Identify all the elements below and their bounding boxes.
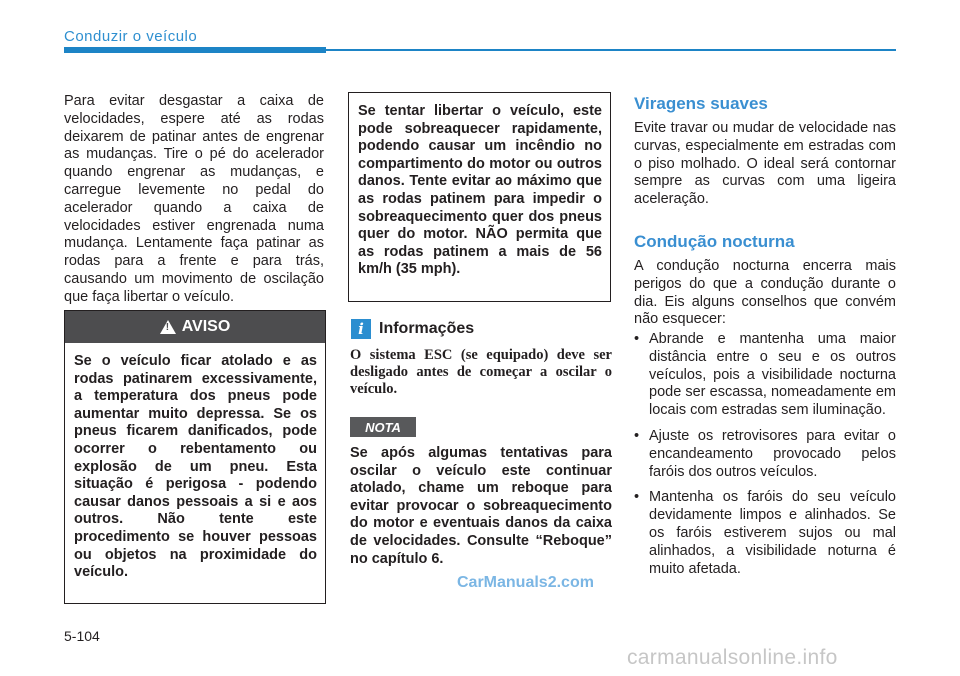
night-driving-intro: A condução nocturna encerra mais perigos do que a condução durante o dia. Eis alguns conselhos que convém não esquecer: <box>634 258 896 328</box>
section-title: Conduzir o veículo <box>64 28 198 45</box>
info-title: Informações <box>379 320 475 337</box>
intro-paragraph: Para evitar desgastar a caixa de velocidades, espere até as rodas deixarem de patinar antes de engrenar as mudanças. Tire o pé do acelerador quando engrenar as mudanças, e carregue levemente no pedal do acelerador quando a caixa de velocidades estiver engrenada numa mudança. Lentamente faça patinar as rodas para a frente e para trás, causando um movimento de oscilação que faça libertar o veículo. <box>64 93 324 305</box>
night-driving-list <box>634 331 896 586</box>
warning-header <box>65 311 325 343</box>
header-rule <box>326 49 896 51</box>
header-accent-bar <box>64 47 326 53</box>
list-item: • Abrande e mantenha uma maior distância entre o seu e os outros veículos, pois a visibilidade nocturna pode ser escassa, nomeadamente em locais com estradas sem iluminação. <box>634 331 896 419</box>
warning-text: Se o veículo ficar atolado e as rodas patinarem excessivamente, a temperatura dos pneus pode aumentar muito depressa. Se os pneus ficarem danificados, pode ocorrer o rebentamento ou explosão de um pneu. Esta situação é perigosa - podendo causar danos pessoais a si e aos outros. Não tente este procedimento se houver pessoas ou objetos na proximidade do veículo. <box>74 353 317 581</box>
info-icon: i <box>351 319 371 339</box>
smooth-turns-text: Evite travar ou mudar de velocidade nas curvas, especialmente em estradas com o piso molhado. O ideal será contornar sempre as curvas com uma ligeira aceleração. <box>634 120 896 208</box>
caution-box: Se tentar libertar o veículo, este pode sobreaquecer rapidamente, podendo causar um incêndio no compartimento do motor ou outros danos. Tente evitar ao máximo que as rodas patinem para impedir o sobreaquecimento quer dos pneus quer do motor. NÃO permita que as rodas patinem a mais de 56 km/h (35 mph). <box>348 92 611 302</box>
footer-watermark: carmanualsonline.info <box>627 646 838 669</box>
bullet-icon: • <box>634 427 640 444</box>
nota-text: Se após algumas tentativas para oscilar o veículo este continuar atolado, chame um reboque para evitar provocar o sobreaquecimento do motor e eventuais danos da caixa de velocidades. Consulte “Reboque” no capítulo 6. <box>350 445 612 567</box>
warning-title: AVISO <box>181 318 231 335</box>
list-item: • Ajuste os retrovisores para evitar o encandeamento provocado pelos faróis dos outros veículos. <box>634 427 896 480</box>
nota-badge: NOTA <box>350 417 416 437</box>
warning-triangle-icon: ! <box>160 320 176 334</box>
warning-box <box>64 310 326 604</box>
carmanuals-watermark: CarManuals2.com <box>457 574 594 591</box>
bullet-icon: • <box>634 489 640 506</box>
bullet-icon: • <box>634 331 640 347</box>
night-driving-title: Condução nocturna <box>634 232 795 251</box>
page-number: 5-104 <box>64 628 100 644</box>
info-text: O sistema ESC (se equipado) deve ser desligado antes de começar a oscilar o veículo. <box>350 347 612 397</box>
list-item: • Mantenha os faróis do seu veículo devidamente limpos e alinhados. Se os faróis estiverem sujos ou mal alinhados, a visibilidade noturna é muito afetada. <box>634 489 896 577</box>
smooth-turns-title: Viragens suaves <box>634 94 768 113</box>
